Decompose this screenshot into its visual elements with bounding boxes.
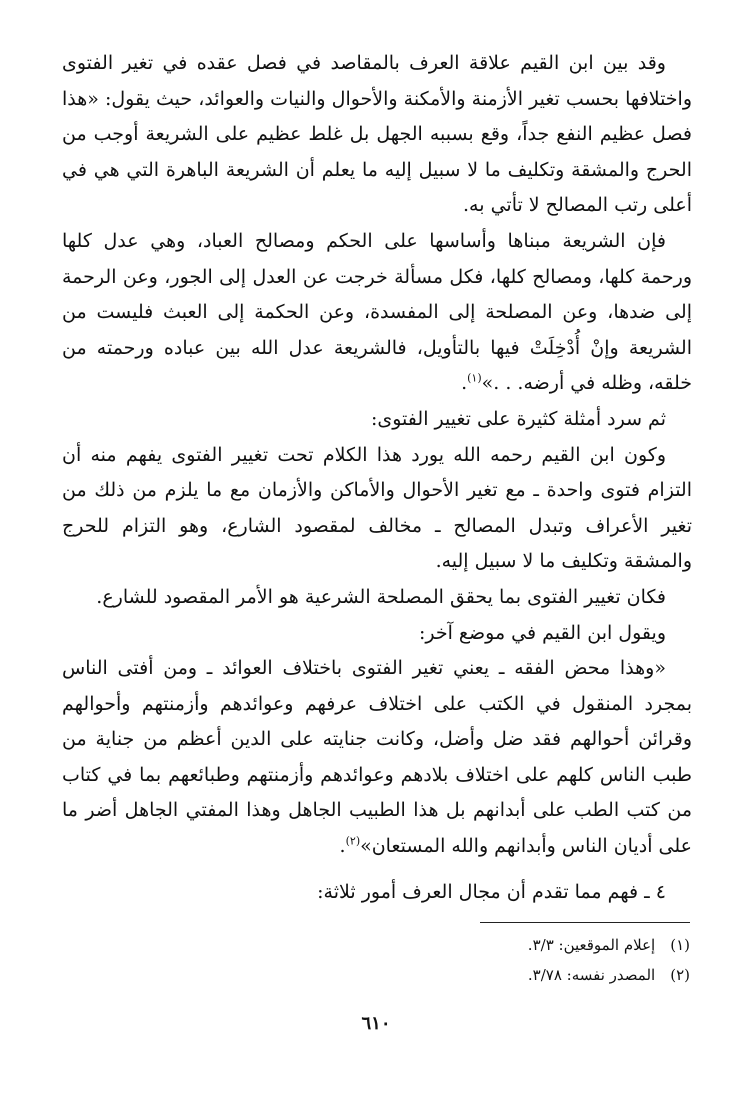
footnote-ref-2: (٢): [345, 834, 361, 848]
paragraph-sharia-foundations: فإن الشريعة مبناها وأساسها على الحكم ومصالح العباد، وهي عدل كلها ورحمة كلها، ومصالح كلها، فكل مسألة خرجت عن العدل إلى الجور، وعن الرحمة إلى ضدها، وعن المصلحة إلى المفسدة، وعن الحكمة إلى العبث فليست من الشريعة وإنْ أُدْخِلَتْ فيها بالتأويل، فالشريعة عدل الله بين عباده ورحمته من خلقه، وظله في أرضه. . .»$^{(١)}$.: [62, 229, 692, 395]
paragraph-pure-fiqh-quote: «وهذا محض الفقه ـ يعني تغير الفتوى باختلاف العوائد ـ ومن أفتى الناس بمجرد المنقول في الكتب على اختلاف عرفهم وعوائدهم وأزمنتهم وأحوالهم وقرائن أحوالهم فقد ضل وأضل، وكانت جنايته على الدين أعظم من جناية من طبب الناس كلهم على اختلاف بلادهم وعوائدهم وأزمنتهم وطبائعهم بما في كتاب من كتب الطب على أبدانهم بل هذا الطبيب الجاهل وهذا المفتي الجاهل أضر ما على أديان الناس وأبدانهم والله المستعان»$^{(٢)}$.: [62, 657, 692, 858]
footnote-ref-1: (١): [467, 372, 482, 386]
main-text: [62, 46, 692, 910]
footnotes: [290, 930, 690, 990]
footnote-2: [290, 960, 690, 990]
page-number: ٦١٠: [361, 1013, 391, 1034]
paragraph-another-place: ويقول ابن القيم في موضع آخر:: [418, 621, 666, 644]
footnote-number: (٢): [670, 966, 690, 984]
paragraph-examples: ثم سرد أمثلة كثيرة على تغيير الفتوى:: [370, 407, 666, 430]
paragraph-fatwa-change: وكون ابن القيم رحمه الله يورد هذا الكلام تحت تغيير الفتوى يفهم منه أن التزام فتوى واحدة ـ مع تغير الأحوال والأماكن والأزمان مع ما يلزم من ذلك من تغير الأعراف وتبدل المصالح ـ مخالف لمقصود الشارع، وهو التزام للحرج والمشقة وتكليف ما لا سبيل إليه.: [62, 443, 692, 573]
footnote-1: [290, 930, 690, 960]
footnote-text: المصدر نفسه: ٣/٧٨.: [527, 966, 656, 984]
paragraph-point-four: ٤ ـ فهم مما تقدم أن مجال العرف أمور ثلاثة:: [317, 880, 666, 903]
footnote-divider: [480, 922, 690, 923]
paragraph-ibn-qayyim-intro: وقد بين ابن القيم علاقة العرف بالمقاصد في فصل عقده في تغير الفتوى واختلافها بحسب تغير الأزمنة والأمكنة والأحوال والنيات والعوائد، حيث يقول: «هذا فصل عظيم النفع جداً، وقع بسببه الجهل بل غلط عظيم على الشريعة أوجب من الحرج والمشقة وتكليف ما لا سبيل إليه ما يعلم أن الشريعة الباهرة التي هي في أعلى رتب المصالح لا تأتي به.: [62, 52, 693, 217]
footnote-number: (١): [670, 936, 690, 954]
paragraph-conclusion: فكان تغيير الفتوى بما يحقق المصلحة الشرعية هو الأمر المقصود للشارع.: [96, 585, 666, 608]
footnote-text: إعلام الموقعين: ٣/٣.: [527, 936, 656, 954]
